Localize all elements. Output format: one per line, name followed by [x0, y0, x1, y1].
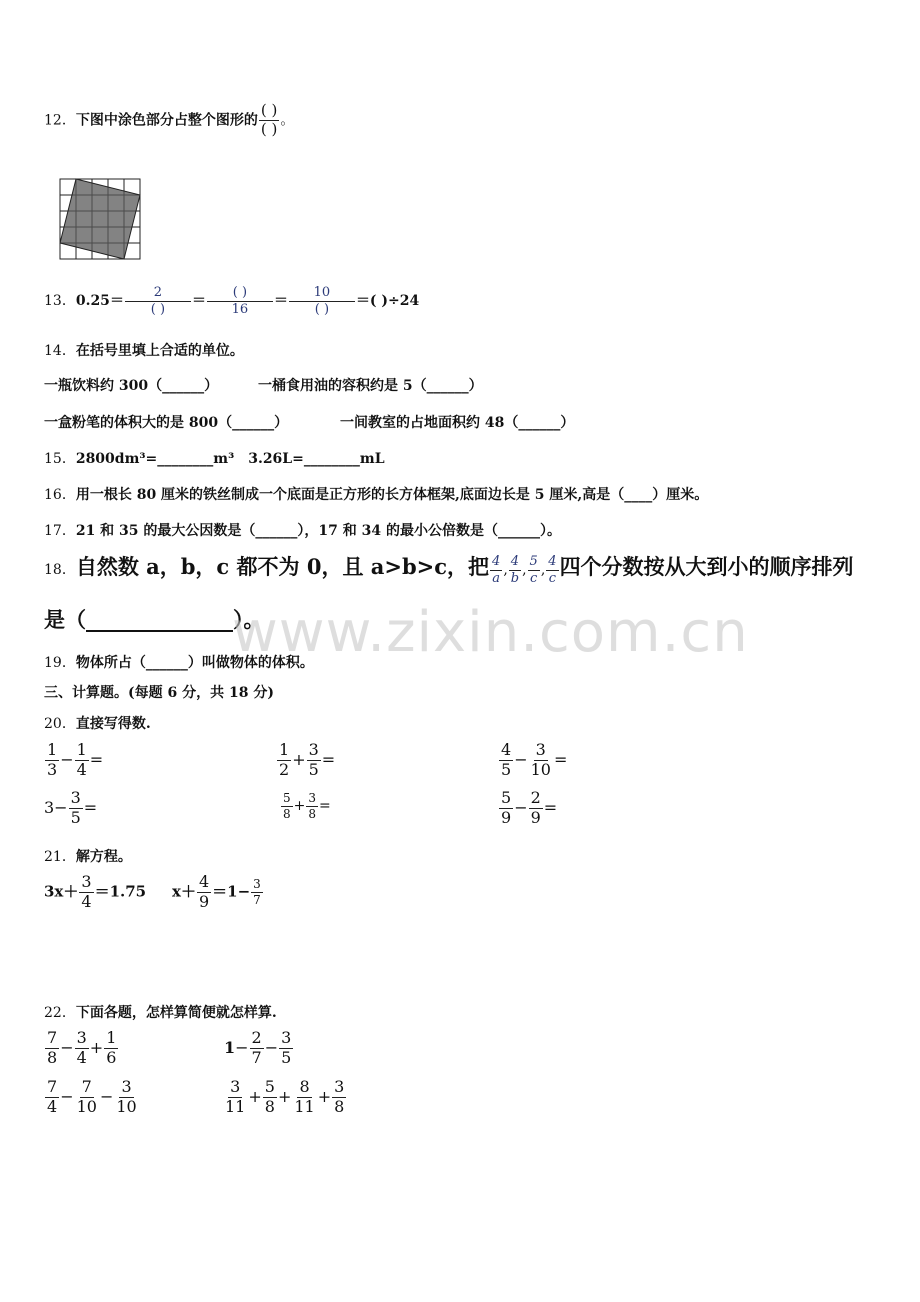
simplify-4: $\frac{3}{11}$ + $\frac{5}{8}$ + $\frac{8}{11}$ + $\frac{3}{8}$	[225, 1077, 345, 1116]
question-16: 16．用一根长 80 厘米的铁丝制成一个底面是正方形的长方体框架,底面边长是 5 厘米,高是（____）厘米。	[44, 487, 709, 503]
question-18-line2: 是（______________）。	[44, 607, 265, 632]
calc-5: $\frac{5}{8}$ + $\frac{3}{8}$ =	[283, 791, 331, 821]
calc-4: 3− $\frac{3}{5}$ =	[44, 788, 98, 827]
question-13: 13．0.25＝ $\frac{2}{( )}$ ＝ $\frac{( )}{16}$ ＝ $\frac{10}{( )}$ ＝( )÷24	[44, 285, 420, 317]
question-17: 17．21 和 35 的最大公因数是（______），17 和 34 的最小公倍数是（______）。	[44, 523, 562, 539]
calc-1: $\frac{1}{3}$ − $\frac{1}{4}$ =	[47, 740, 104, 779]
question-20: 20．直接写得数.	[44, 716, 151, 732]
q14-item-d: 一间教室的占地面积约 48（______）	[340, 415, 575, 431]
shaded-square-figure	[59, 178, 141, 260]
question-text: 下图中涂色部分占整个图形的	[75, 112, 258, 129]
question-12: 12．下图中涂色部分占整个图形的 $\frac{( )}{( )}$ 。	[44, 101, 295, 138]
section-heading: 三、计算题。(每题 6 分，共 18 分)	[44, 685, 274, 701]
question-22: 22．下面各题，怎样算简便就怎样算.	[44, 1005, 277, 1021]
q14-item-b: 一桶食用油的容积约是 5（______）	[258, 378, 483, 394]
question-15: 15．2800dm³=________m³ 3.26L=________mL	[44, 451, 385, 467]
simplify-2: 1− $\frac{2}{7}$ − $\frac{3}{5}$	[224, 1028, 292, 1067]
simplify-3: $\frac{7}{4}$ − $\frac{7}{10}$ − $\frac{3}{10}$	[47, 1077, 137, 1116]
shaded-region	[60, 179, 140, 259]
calc-2: $\frac{1}{2}$ + $\frac{3}{5}$ =	[279, 740, 336, 779]
question-21: 21．解方程。	[44, 849, 132, 865]
q14-item-c: 一盒粉笔的体积大的是 800（______）	[44, 415, 289, 431]
equation-2: x＋ $\frac{4}{9}$ ＝1− $\frac{3}{7}$	[172, 872, 261, 911]
calc-6: $\frac{5}{9}$ − $\frac{2}{9}$ =	[501, 788, 558, 827]
question-number: 12．	[44, 112, 76, 129]
question-19: 19．物体所占（______）叫做物体的体积。	[44, 655, 314, 671]
question-14: 14．在括号里填上合适的单位。	[44, 343, 244, 359]
q14-item-a: 一瓶饮料约 300（______）	[44, 378, 219, 394]
calc-3: $\frac{4}{5}$ − $\frac{3}{10}$ =	[501, 740, 568, 779]
simplify-1: $\frac{7}{8}$ − $\frac{3}{4}$ + $\frac{1}{6}$	[47, 1028, 117, 1067]
equation-1: 3x＋ $\frac{3}{4}$ ＝1.75	[44, 872, 147, 911]
question-18: 18．自然数 a，b，c 都不为 0，且 a>b>c，把 $\frac{4}{a}$ , $\frac{4}{b}$ , $\frac{5}{c}$ , $\frac{4}{c}$ 四个分数按从大到小的顺序排列	[44, 553, 854, 586]
watermark: www.zixin.com.cn	[232, 600, 749, 665]
answer-fraction: $\frac{( )}{( )}$	[260, 101, 278, 138]
